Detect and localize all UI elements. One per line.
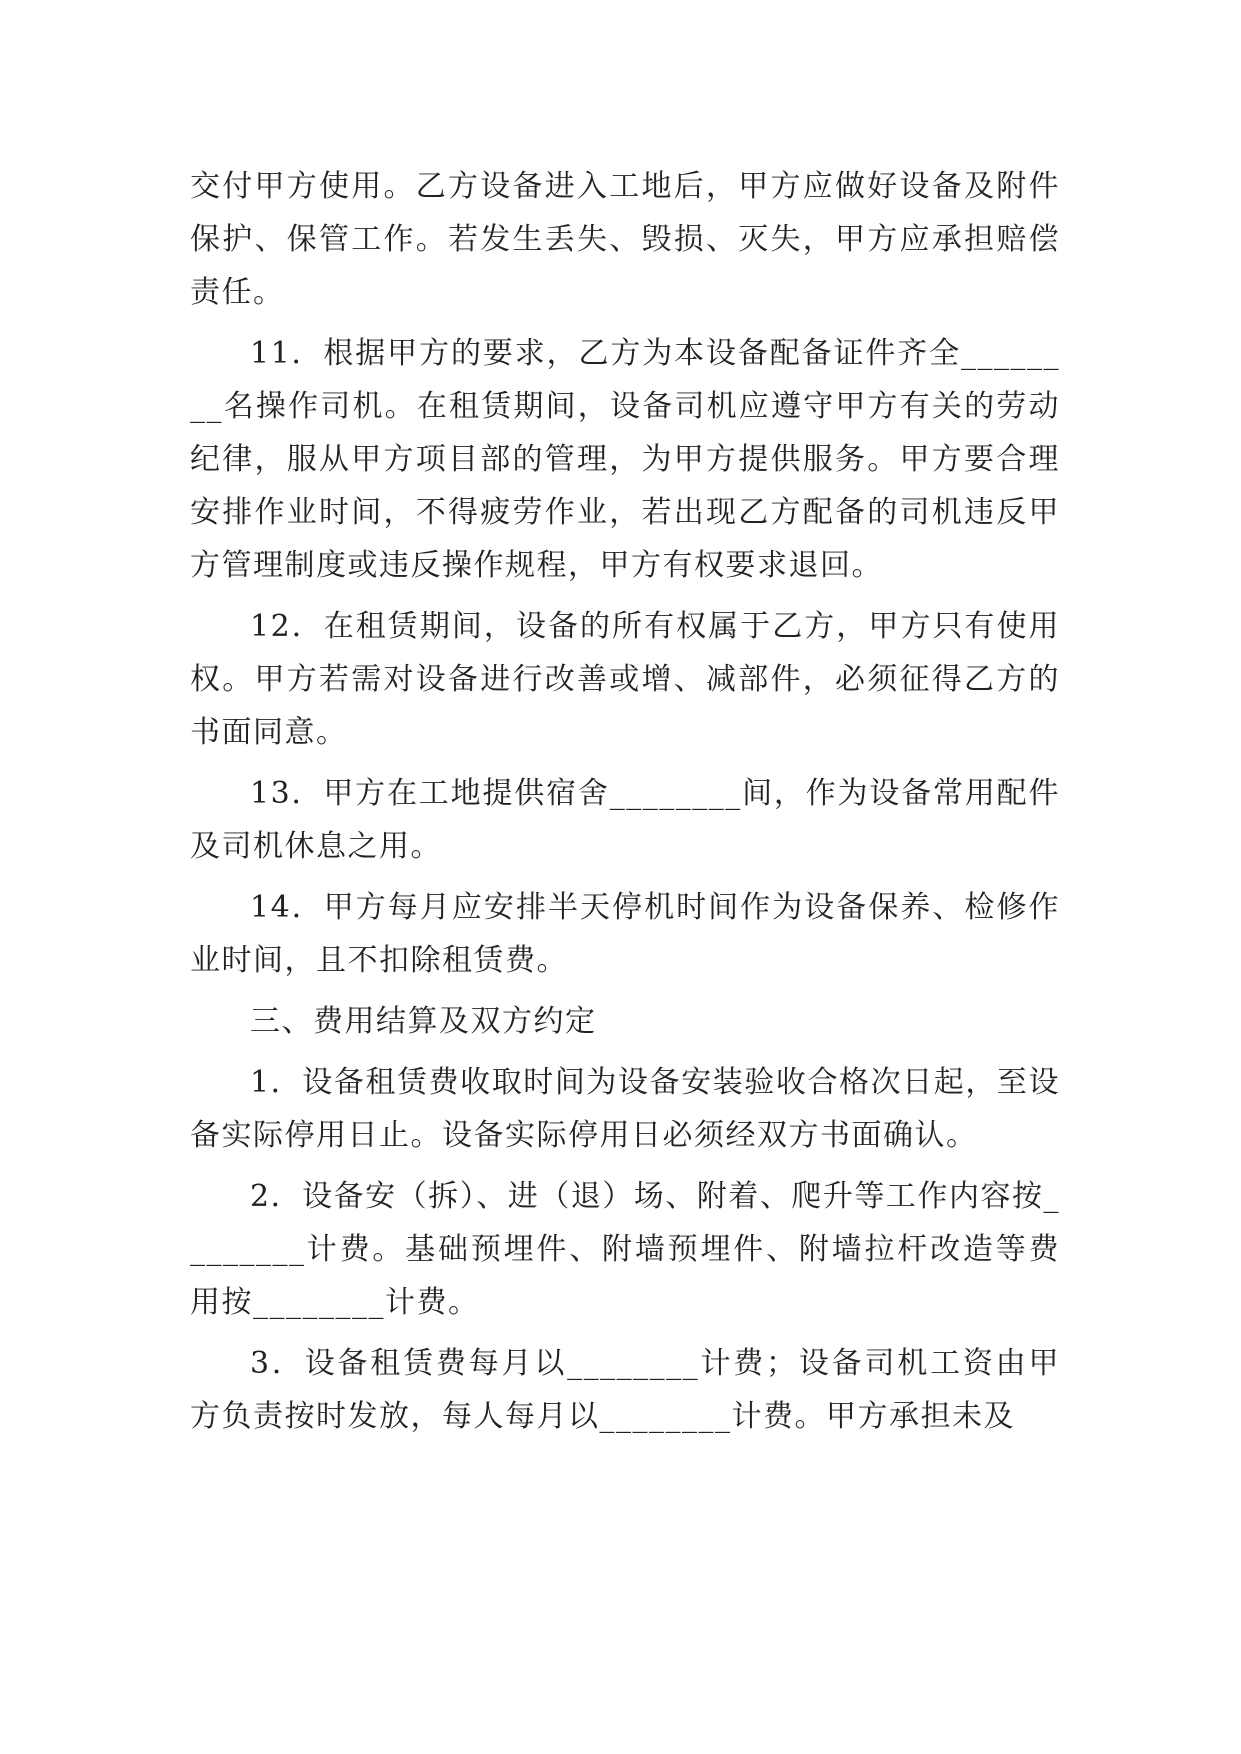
paragraph-continuation: 交付甲方使用。乙方设备进入工地后，甲方应做好设备及附件保护、保管工作。若发生丢失、毁损、灭失，甲方应承担赔偿责任。 <box>190 169 1060 310</box>
document-body <box>190 160 1060 1451</box>
paragraph-fee-clause-3: 3．设备租赁费每月以________计费；设备司机工资由甲方负责按时发放，每人每月以________计费。甲方承担未及 <box>190 1346 1060 1434</box>
paragraph-fee-clause-2: 2．设备安（拆）、进（退）场、附着、爬升等工作内容按________计费。基础预埋件、附墙预埋件、附墙拉杆改造等费用按________计费。 <box>190 1179 1060 1320</box>
paragraph-clause-14: 14．甲方每月应安排半天停机时间作为设备保养、检修作业时间，且不扣除租赁费。 <box>190 890 1060 978</box>
section-heading-fee-settlement: 三、费用结算及双方约定 <box>250 1004 597 1039</box>
paragraph-clause-12: 12．在租赁期间，设备的所有权属于乙方，甲方只有使用权。甲方若需对设备进行改善或增、减部件，必须征得乙方的书面同意。 <box>190 609 1060 750</box>
paragraph-clause-13: 13．甲方在工地提供宿舍________间，作为设备常用配件及司机休息之用。 <box>190 776 1060 864</box>
paragraph-fee-clause-1: 1．设备租赁费收取时间为设备安装验收合格次日起，至设备实际停用日止。设备实际停用日必须经双方书面确认。 <box>190 1065 1060 1153</box>
paragraph-clause-11: 11．根据甲方的要求，乙方为本设备配备证件齐全________名操作司机。在租赁期间，设备司机应遵守甲方有关的劳动纪律，服从甲方项目部的管理，为甲方提供服务。甲方要合理安排作业时间，不得疲劳作业，若出现乙方配备的司机违反甲方管理制度或违反操作规程，甲方有权要求退回。 <box>190 336 1060 583</box>
